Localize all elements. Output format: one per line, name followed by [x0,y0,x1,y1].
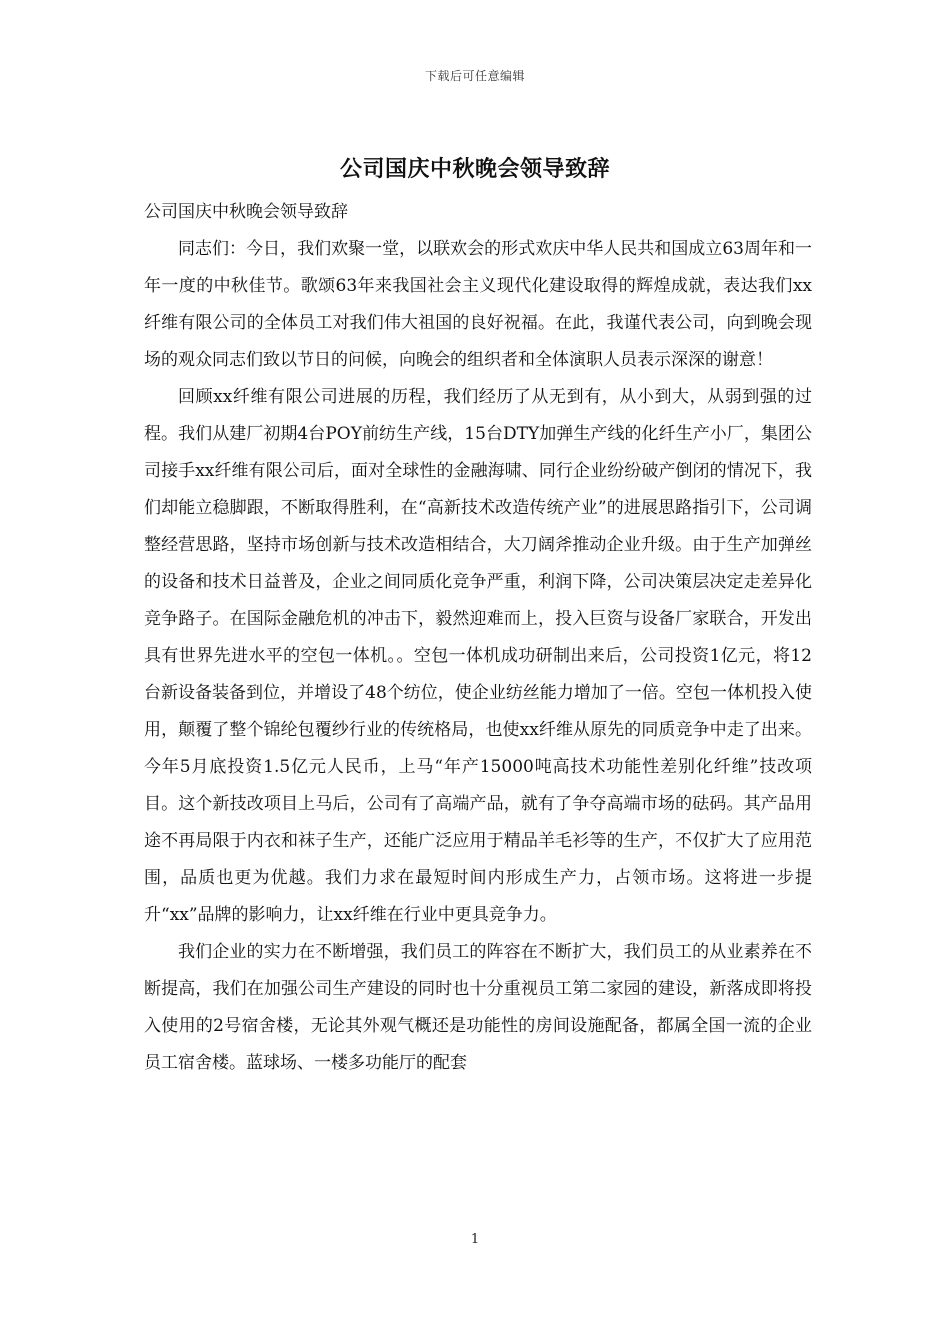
paragraph-employees: 我们企业的实力在不断增强，我们员工的阵容在不断扩大，我们员工的从业素养在不断提高，我们在加强公司生产建设的同时也十分重视员工第二家园的建设，新落成即将投入使用的2号宿舍楼，无论其外观气概还是功能性的房间设施配备，都属全国一流的企业员工宿舍楼。蓝球场、一楼多功能厅的配套 [144,942,812,1073]
document-subtitle: 公司国庆中秋晚会领导致辞 [144,202,348,222]
document-body [144,194,812,1082]
paragraph-history: 回顾xx纤维有限公司进展的历程，我们经历了从无到有，从小到大，从弱到强的过程。我们从建厂初期4台POY前纺生产线，15台DTY加弹生产线的化纤生产小厂，集团公司接手xx纤维有限公司后，面对全球性的金融海啸、同行企业纷纷破产倒闭的情况下，我们却能立稳脚跟，不断取得胜利，在“高新技术改造传统产业”的进展思路指引下，公司调整经营思路，坚持市场创新与技术改造相结合，大刀阔斧推动企业升级。由于生产加弹丝的设备和技术日益普及，企业之间同质化竞争严重，利润下降，公司决策层决定走差异化竞争路子。在国际金融危机的冲击下，毅然迎难而上，投入巨资与设备厂家联合，开发出具有世界先进水平的空包一体机。。空包一体机成功研制出来后，公司投资1亿元，将12台新设备装备到位，并增设了48个纺位，使企业纺丝能力增加了一倍。空包一体机投入使用，颠覆了整个锦纶包覆纱行业的传统格局，也使xx纤维从原先的同质竞争中走了出来。今年5月底投资1.5亿元人民币，上马“年产15000吨高技术功能性差别化纤维”技改项目。这个新技改项目上马后，公司有了高端产品，就有了争夺高端市场的砝码。其产品用途不再局限于内衣和袜子生产，还能广泛应用于精品羊毛衫等的生产，不仅扩大了应用范围，品质也更为优越。我们力求在最短时间内形成生产力，占领市场。这将进一步提升“xx”品牌的影响力，让xx纤维在行业中更具竞争力。 [144,387,812,925]
document-title: 公司国庆中秋晚会领导致辞 [339,156,610,182]
page-number: 1 [470,1232,480,1247]
header-note: 下载后可任意编辑 [424,69,525,83]
paragraph-greeting: 同志们：今日，我们欢聚一堂，以联欢会的形式欢庆中华人民共和国成立63周年和一年一度的中秋佳节。歌颂63年来我国社会主义现代化建设取得的辉煌成就，表达我们xx纤维有限公司的全体员工对我们伟大祖国的良好祝福。在此，我谨代表公司，向到晚会现场的观众同志们致以节日的问候，向晚会的组织者和全体演职人员表示深深的谢意！ [144,239,812,370]
